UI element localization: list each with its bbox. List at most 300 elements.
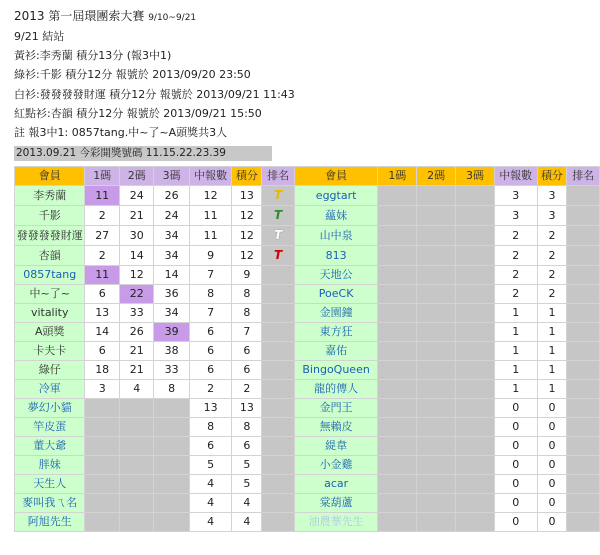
col-member-right: 會員 <box>294 167 378 186</box>
score-value: 4 <box>232 513 262 532</box>
pick-n2: 21 <box>119 206 154 226</box>
score-value-right: 3 <box>537 206 567 226</box>
score-value: 6 <box>232 342 262 361</box>
draw-numbers-bar: 2013.09.21 今彩開獎號碼 11.15.22.23.39 <box>14 146 272 161</box>
rank-cell <box>262 494 294 513</box>
hits-count-right: 0 <box>494 456 537 475</box>
col-hits-right: 中報數 <box>494 167 537 186</box>
title-text: 2013 第一屆環團索大賽 <box>14 9 145 23</box>
pick-n1-right <box>378 186 417 206</box>
rank-cell-right <box>567 323 600 342</box>
score-value-right: 1 <box>537 361 567 380</box>
hits-count: 13 <box>189 399 232 418</box>
score-value-right: 2 <box>537 266 567 285</box>
pick-n3 <box>154 456 189 475</box>
pick-n1 <box>85 494 120 513</box>
pick-n1 <box>85 475 120 494</box>
score-value: 13 <box>232 399 262 418</box>
pick-n1: 18 <box>85 361 120 380</box>
pick-n2-right <box>417 342 456 361</box>
rank-cell-right <box>567 380 600 399</box>
score-value: 2 <box>232 380 262 399</box>
hits-count: 11 <box>189 206 232 226</box>
member-name-right[interactable]: 嘉佑 <box>294 342 378 361</box>
pick-n3: 39 <box>154 323 189 342</box>
pick-n2 <box>119 513 154 532</box>
pick-n2-right <box>417 361 456 380</box>
member-name[interactable]: 卡夫卡 <box>15 342 85 361</box>
score-value: 12 <box>232 226 262 246</box>
rank-cell-right <box>567 513 600 532</box>
score-value-right: 0 <box>537 456 567 475</box>
member-name-right[interactable]: PoeCK <box>294 285 378 304</box>
member-name-right[interactable]: 金園鐘 <box>294 304 378 323</box>
pick-n3-right <box>456 285 495 304</box>
rank-cell <box>262 342 294 361</box>
rank-cell <box>262 513 294 532</box>
pick-n3-right <box>456 437 495 456</box>
rank-cell <box>262 246 294 266</box>
member-name-right[interactable]: 蘊妹 <box>294 206 378 226</box>
member-name[interactable]: 中~了~ <box>15 285 85 304</box>
score-value: 8 <box>232 285 262 304</box>
table-row <box>15 361 600 380</box>
pick-n2 <box>119 437 154 456</box>
hits-count: 8 <box>189 418 232 437</box>
hits-count-right: 2 <box>494 246 537 266</box>
rank-cell-right <box>567 342 600 361</box>
member-name[interactable]: 李秀蘭 <box>15 186 85 206</box>
hits-count-right: 1 <box>494 323 537 342</box>
score-table <box>14 166 600 532</box>
rank-cell <box>262 361 294 380</box>
col-score: 積分 <box>232 167 262 186</box>
member-name-right[interactable]: 天地公 <box>294 266 378 285</box>
member-name[interactable]: 杏韻 <box>15 246 85 266</box>
pick-n2-right <box>417 475 456 494</box>
info-line-white: 白衫:發發發發財運 積分12分 報號於 2013/09/21 11:43 <box>14 88 295 101</box>
pick-n2-right <box>417 246 456 266</box>
pick-n3-right <box>456 342 495 361</box>
table-row <box>15 226 600 246</box>
info-line-yellow: 黃衫:李秀蘭 積分13分 (報3中1) <box>14 49 172 62</box>
pick-n3-right <box>456 246 495 266</box>
score-value: 12 <box>232 206 262 226</box>
green-jersey-icon: T <box>273 208 283 222</box>
col-n3-right: 3碼 <box>456 167 495 186</box>
score-value: 9 <box>232 266 262 285</box>
hits-count-right: 0 <box>494 494 537 513</box>
table-row <box>15 494 600 513</box>
score-value-right: 0 <box>537 494 567 513</box>
pick-n2: 26 <box>119 323 154 342</box>
hits-count: 8 <box>189 285 232 304</box>
table-row <box>15 186 600 206</box>
rank-cell <box>262 285 294 304</box>
member-name[interactable]: A頭獎 <box>15 323 85 342</box>
pick-n2: 33 <box>119 304 154 323</box>
rank-cell <box>262 475 294 494</box>
member-name-right[interactable]: 小金雞 <box>294 456 378 475</box>
pick-n2: 14 <box>119 246 154 266</box>
member-name-right[interactable]: 東方狂 <box>294 323 378 342</box>
table-row <box>15 418 600 437</box>
pick-n3: 33 <box>154 361 189 380</box>
rank-cell-right <box>567 475 600 494</box>
pick-n2-right <box>417 456 456 475</box>
pick-n1-right <box>378 437 417 456</box>
member-name-right[interactable]: eggtart <box>294 186 378 206</box>
hits-count: 6 <box>189 323 232 342</box>
score-value: 5 <box>232 475 262 494</box>
hits-count: 11 <box>189 226 232 246</box>
hits-count: 7 <box>189 304 232 323</box>
pick-n1-right <box>378 380 417 399</box>
rank-cell <box>262 437 294 456</box>
pick-n3 <box>154 513 189 532</box>
pick-n3 <box>154 475 189 494</box>
score-value-right: 0 <box>537 437 567 456</box>
score-value-right: 1 <box>537 323 567 342</box>
pick-n1: 13 <box>85 304 120 323</box>
pick-n1-right <box>378 266 417 285</box>
col-n1: 1碼 <box>85 167 120 186</box>
member-name-right[interactable]: 緹韋 <box>294 437 378 456</box>
score-value: 4 <box>232 494 262 513</box>
score-value-right: 0 <box>537 513 567 532</box>
pick-n3 <box>154 418 189 437</box>
member-name-right[interactable]: 龍的傳人 <box>294 380 378 399</box>
pick-n1-right <box>378 361 417 380</box>
hits-count-right: 2 <box>494 285 537 304</box>
rank-cell-right <box>567 418 600 437</box>
member-name[interactable]: 竿皮蛋 <box>15 418 85 437</box>
table-row <box>15 266 600 285</box>
col-member: 會員 <box>15 167 85 186</box>
pick-n1: 27 <box>85 226 120 246</box>
pick-n1: 14 <box>85 323 120 342</box>
pick-n3-right <box>456 513 495 532</box>
pick-n3: 8 <box>154 380 189 399</box>
pick-n2 <box>119 456 154 475</box>
pick-n3: 36 <box>154 285 189 304</box>
score-value: 13 <box>232 186 262 206</box>
subtitle: 9/21 結站 <box>14 30 65 43</box>
score-value: 5 <box>232 456 262 475</box>
pick-n2 <box>119 418 154 437</box>
pick-n2-right <box>417 399 456 418</box>
pick-n2: 21 <box>119 342 154 361</box>
member-name-right[interactable]: acar <box>294 475 378 494</box>
pick-n2-right <box>417 380 456 399</box>
pick-n2 <box>119 475 154 494</box>
pick-n2: 24 <box>119 186 154 206</box>
hits-count-right: 0 <box>494 513 537 532</box>
yellow-jersey-icon: T <box>273 188 283 202</box>
pick-n3: 34 <box>154 226 189 246</box>
hits-count: 2 <box>189 380 232 399</box>
hits-count: 12 <box>189 186 232 206</box>
table-row <box>15 399 600 418</box>
pick-n3: 14 <box>154 266 189 285</box>
hits-count-right: 1 <box>494 380 537 399</box>
pick-n2-right <box>417 186 456 206</box>
hits-count: 4 <box>189 475 232 494</box>
rank-cell <box>262 418 294 437</box>
pick-n3-right <box>456 226 495 246</box>
score-value-right: 3 <box>537 186 567 206</box>
table-row <box>15 304 600 323</box>
member-name-right[interactable]: 813 <box>294 246 378 266</box>
rank-cell-right <box>567 266 600 285</box>
pick-n1: 3 <box>85 380 120 399</box>
pick-n1-right <box>378 285 417 304</box>
score-value: 6 <box>232 437 262 456</box>
hits-count: 9 <box>189 246 232 266</box>
pick-n1 <box>85 399 120 418</box>
pick-n1-right <box>378 475 417 494</box>
member-name[interactable]: 董大爺 <box>15 437 85 456</box>
col-rank: 排名 <box>262 167 294 186</box>
score-value: 8 <box>232 418 262 437</box>
score-value-right: 1 <box>537 342 567 361</box>
pick-n3-right <box>456 304 495 323</box>
pick-n3-right <box>456 186 495 206</box>
member-name-right[interactable]: BingoQueen <box>294 361 378 380</box>
score-value-right: 2 <box>537 226 567 246</box>
pick-n1 <box>85 456 120 475</box>
pick-n3-right <box>456 494 495 513</box>
member-name[interactable]: 天生人 <box>15 475 85 494</box>
red-dot-jersey-icon: T <box>273 248 283 262</box>
col-n3: 3碼 <box>154 167 189 186</box>
score-value: 8 <box>232 304 262 323</box>
pick-n1-right <box>378 246 417 266</box>
rank-cell-right <box>567 399 600 418</box>
info-line-note: 註 報3中1: 0857tang.中~了~A頭獎共3人 <box>14 126 228 139</box>
pick-n2: 30 <box>119 226 154 246</box>
hits-count-right: 1 <box>494 304 537 323</box>
table-row <box>15 342 600 361</box>
info-line-red-dot: 紅點衫:杏韻 積分12分 報號於 2013/09/21 15:50 <box>14 107 262 120</box>
pick-n2-right <box>417 285 456 304</box>
score-value: 12 <box>232 246 262 266</box>
rank-cell-right <box>567 494 600 513</box>
col-hits: 中報數 <box>189 167 232 186</box>
table-header-row <box>15 167 600 186</box>
pick-n1 <box>85 513 120 532</box>
pick-n3: 34 <box>154 304 189 323</box>
pick-n3-right <box>456 206 495 226</box>
pick-n3 <box>154 399 189 418</box>
pick-n1: 11 <box>85 266 120 285</box>
hits-count-right: 3 <box>494 206 537 226</box>
pick-n1-right <box>378 304 417 323</box>
pick-n2 <box>119 494 154 513</box>
hits-count-right: 2 <box>494 266 537 285</box>
member-name[interactable]: vitality <box>15 304 85 323</box>
rank-cell <box>262 304 294 323</box>
pick-n3-right <box>456 418 495 437</box>
score-value-right: 0 <box>537 475 567 494</box>
hits-count: 4 <box>189 513 232 532</box>
pick-n3-right <box>456 266 495 285</box>
info-line-green: 綠衫:千影 積分12分 報號於 2013/09/20 23:50 <box>14 68 251 81</box>
hits-count: 6 <box>189 342 232 361</box>
score-value: 7 <box>232 323 262 342</box>
score-value-right: 1 <box>537 380 567 399</box>
pick-n1-right <box>378 323 417 342</box>
member-name-right[interactable]: 金門王 <box>294 399 378 418</box>
hits-count-right: 0 <box>494 475 537 494</box>
rank-cell <box>262 323 294 342</box>
member-name[interactable]: 胖妹 <box>15 456 85 475</box>
pick-n3: 34 <box>154 246 189 266</box>
pick-n1-right <box>378 456 417 475</box>
rank-cell-right <box>567 456 600 475</box>
pick-n1: 6 <box>85 342 120 361</box>
rank-cell <box>262 399 294 418</box>
pick-n2-right <box>417 266 456 285</box>
pick-n2-right <box>417 206 456 226</box>
hits-count: 7 <box>189 266 232 285</box>
rank-cell <box>262 226 294 246</box>
table-row <box>15 246 600 266</box>
rank-cell <box>262 206 294 226</box>
score-value-right: 0 <box>537 418 567 437</box>
pick-n3: 38 <box>154 342 189 361</box>
table-row <box>15 206 600 226</box>
table-row <box>15 323 600 342</box>
page-title <box>14 10 196 25</box>
member-name[interactable]: 夢幻小貓 <box>15 399 85 418</box>
hits-count-right: 3 <box>494 186 537 206</box>
pick-n2-right <box>417 513 456 532</box>
member-name-right[interactable]: 山中泉 <box>294 226 378 246</box>
score-value: 6 <box>232 361 262 380</box>
member-name-right[interactable]: 無賴皮 <box>294 418 378 437</box>
pick-n1: 11 <box>85 186 120 206</box>
pick-n3-right <box>456 475 495 494</box>
white-jersey-icon: T <box>273 228 283 242</box>
col-n1-right: 1碼 <box>378 167 417 186</box>
rank-cell-right <box>567 437 600 456</box>
pick-n1: 6 <box>85 285 120 304</box>
pick-n2: 22 <box>119 285 154 304</box>
rank-cell-right <box>567 304 600 323</box>
pick-n3-right <box>456 399 495 418</box>
table-row <box>15 285 600 304</box>
pick-n1-right <box>378 494 417 513</box>
pick-n2: 21 <box>119 361 154 380</box>
pick-n1-right <box>378 399 417 418</box>
pick-n2-right <box>417 437 456 456</box>
member-name[interactable]: 阿旭先生 <box>15 513 85 532</box>
member-name[interactable]: 綠仔 <box>15 361 85 380</box>
hits-count-right: 1 <box>494 342 537 361</box>
hits-count-right: 1 <box>494 361 537 380</box>
pick-n2: 12 <box>119 266 154 285</box>
pick-n3: 24 <box>154 206 189 226</box>
title-range: 9/10~9/21 <box>148 13 197 23</box>
member-name-right[interactable]: 棠葫蘆 <box>294 494 378 513</box>
pick-n3: 26 <box>154 186 189 206</box>
table-row <box>15 475 600 494</box>
rank-cell <box>262 456 294 475</box>
table-row <box>15 513 600 532</box>
rank-cell-right <box>567 186 600 206</box>
pick-n1 <box>85 437 120 456</box>
pick-n3-right <box>456 323 495 342</box>
member-name[interactable]: 麥叫我ㄟ名 <box>15 494 85 513</box>
pick-n3-right <box>456 380 495 399</box>
pick-n1-right <box>378 513 417 532</box>
pick-n2-right <box>417 323 456 342</box>
score-value-right: 0 <box>537 399 567 418</box>
pick-n3-right <box>456 361 495 380</box>
hits-count: 5 <box>189 456 232 475</box>
hits-count-right: 0 <box>494 399 537 418</box>
member-name[interactable]: 0857tang <box>15 266 85 285</box>
pick-n2-right <box>417 226 456 246</box>
pick-n1: 2 <box>85 206 120 226</box>
member-name-right[interactable]: 油農華先生 <box>294 513 378 532</box>
rank-cell-right <box>567 285 600 304</box>
hits-count-right: 2 <box>494 226 537 246</box>
pick-n1: 2 <box>85 246 120 266</box>
rank-cell-right <box>567 246 600 266</box>
col-score-right: 積分 <box>537 167 567 186</box>
rank-cell <box>262 266 294 285</box>
pick-n1 <box>85 418 120 437</box>
pick-n1-right <box>378 418 417 437</box>
pick-n1-right <box>378 206 417 226</box>
score-value-right: 2 <box>537 285 567 304</box>
pick-n3-right <box>456 456 495 475</box>
rank-cell <box>262 186 294 206</box>
pick-n2: 4 <box>119 380 154 399</box>
pick-n3 <box>154 437 189 456</box>
pick-n2-right <box>417 304 456 323</box>
member-name[interactable]: 發發發發財運 <box>15 226 85 246</box>
rank-cell <box>262 380 294 399</box>
table-row <box>15 456 600 475</box>
hits-count-right: 0 <box>494 437 537 456</box>
hits-count: 6 <box>189 361 232 380</box>
pick-n2-right <box>417 494 456 513</box>
hits-count: 6 <box>189 437 232 456</box>
pick-n1-right <box>378 342 417 361</box>
rank-cell-right <box>567 361 600 380</box>
member-name[interactable]: 冷軍 <box>15 380 85 399</box>
member-name[interactable]: 千影 <box>15 206 85 226</box>
pick-n1-right <box>378 226 417 246</box>
hits-count: 4 <box>189 494 232 513</box>
pick-n2 <box>119 399 154 418</box>
table-row <box>15 380 600 399</box>
score-value-right: 1 <box>537 304 567 323</box>
score-value-right: 2 <box>537 246 567 266</box>
table-row <box>15 437 600 456</box>
col-rank-right: 排名 <box>567 167 600 186</box>
pick-n2-right <box>417 418 456 437</box>
rank-cell-right <box>567 226 600 246</box>
rank-cell-right <box>567 206 600 226</box>
col-n2-right: 2碼 <box>417 167 456 186</box>
hits-count-right: 0 <box>494 418 537 437</box>
col-n2: 2碼 <box>119 167 154 186</box>
pick-n3 <box>154 494 189 513</box>
